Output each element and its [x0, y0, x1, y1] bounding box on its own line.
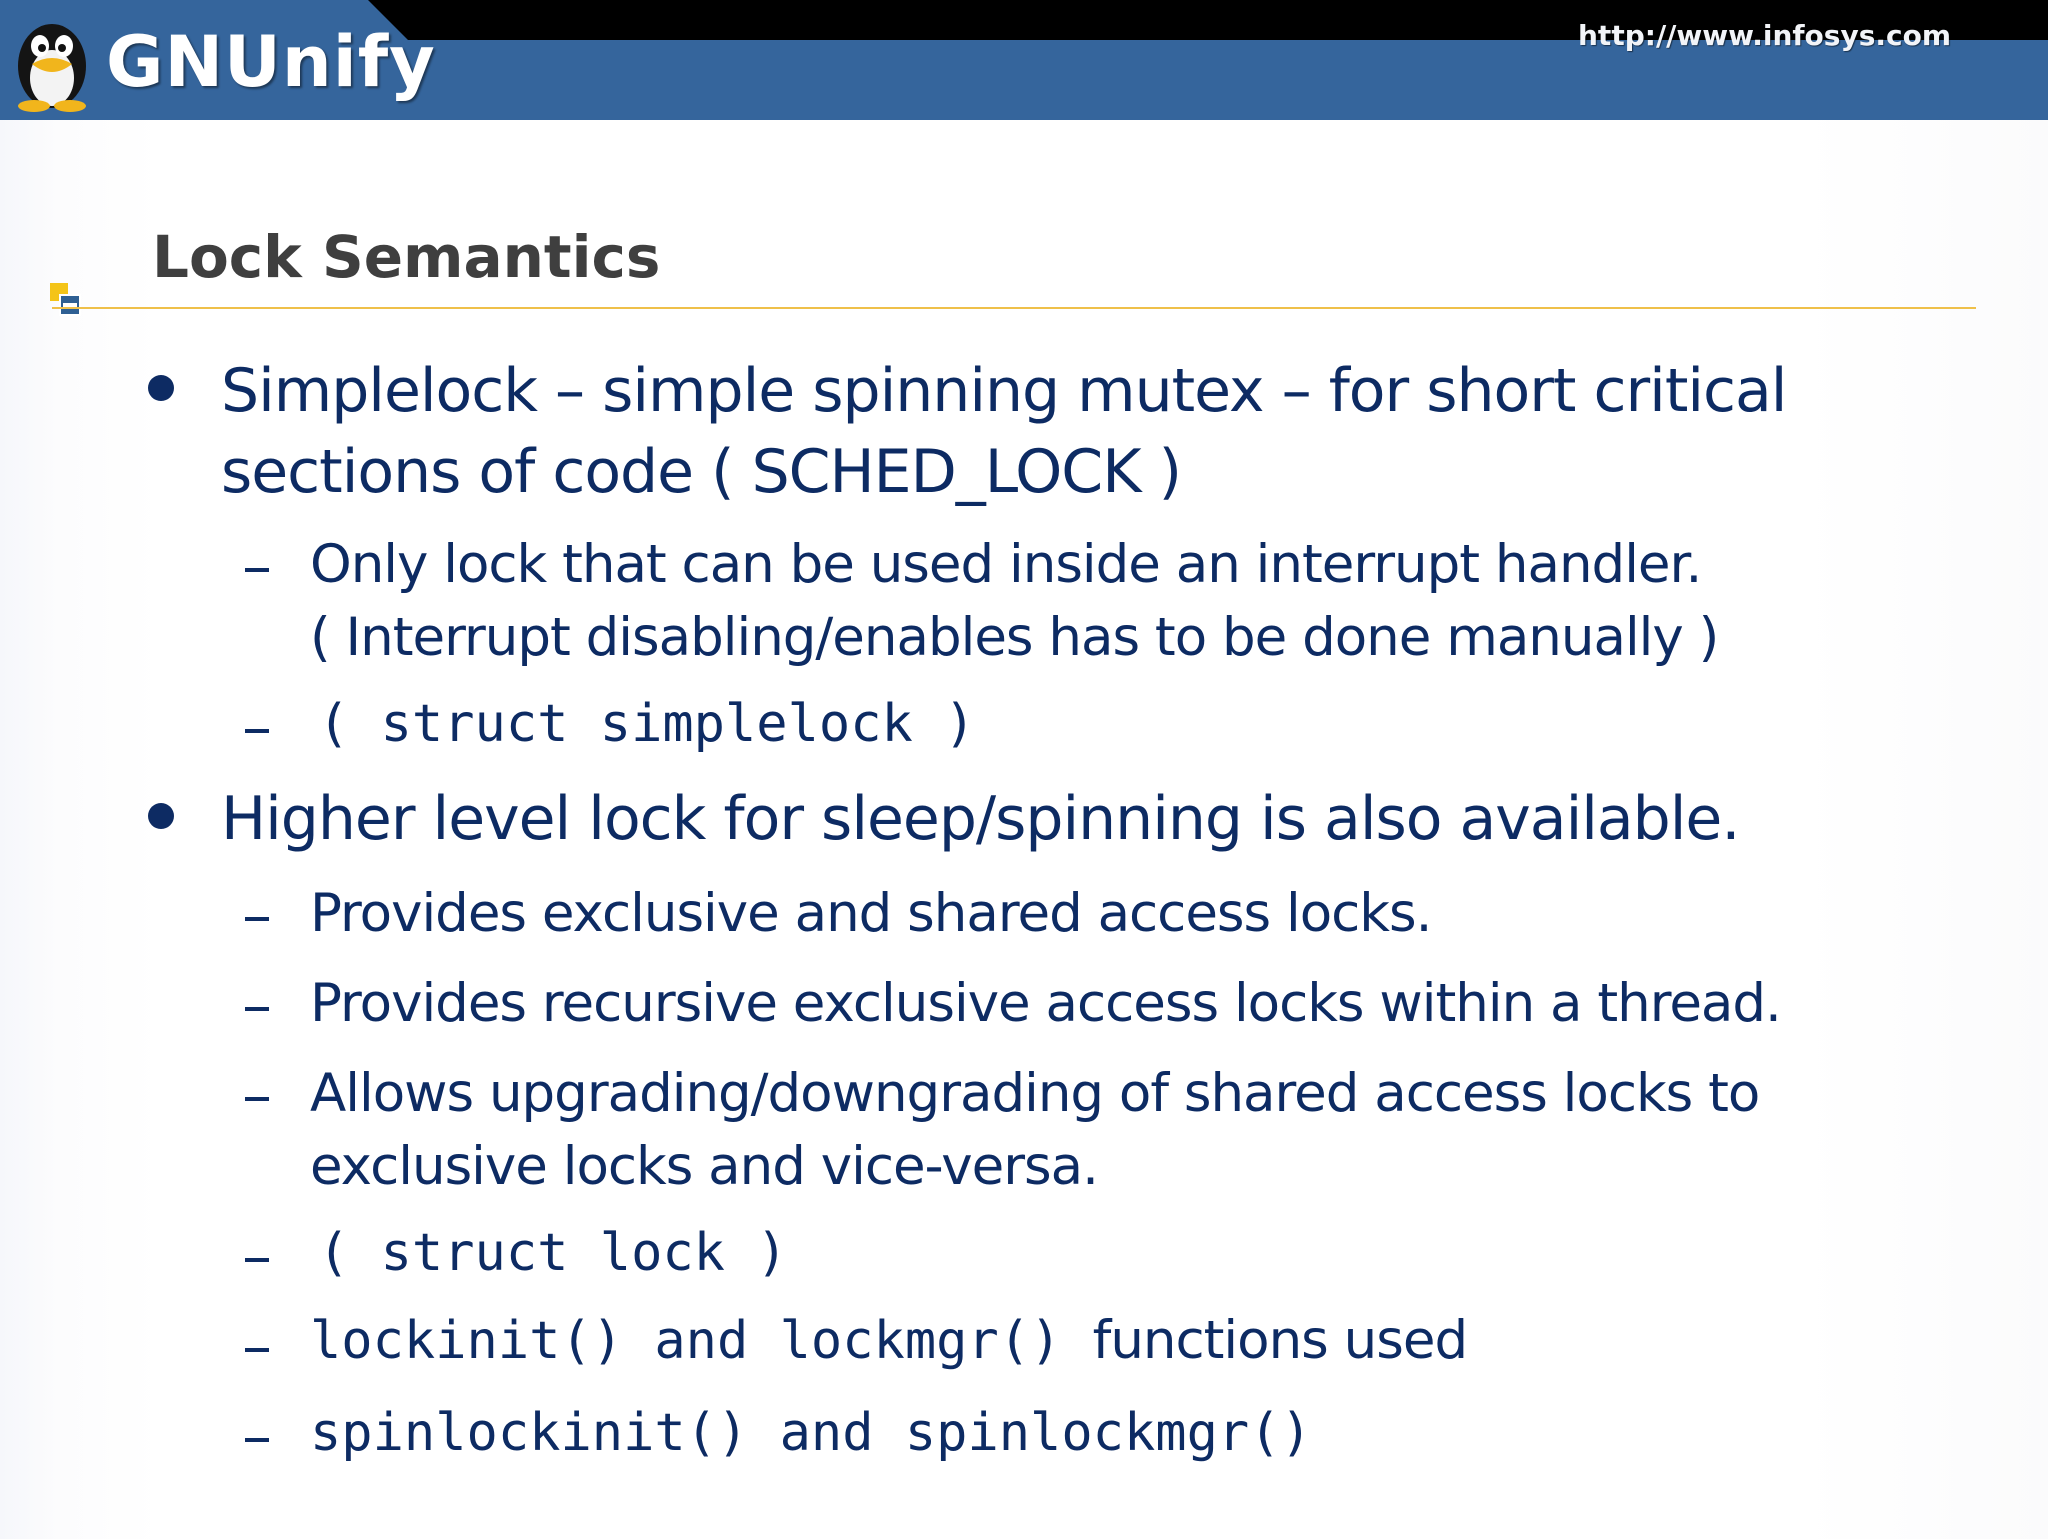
- title-marker-square-blue: [59, 294, 81, 316]
- title-underline-rule: [52, 307, 1976, 309]
- sub-bullet-line: Allows upgrading/downgrading of shared access locks to: [310, 1063, 1760, 1124]
- code-line: spinlockinit() and spinlockmgr(): [310, 1403, 1312, 1463]
- header-url: http://www.infosys.com: [1578, 19, 1952, 52]
- text-span: functions used: [1092, 1310, 1468, 1371]
- sub-bullet-mixed-line: [310, 1307, 1467, 1375]
- bullet-dot: [148, 375, 174, 401]
- sub-bullet-dash: [245, 917, 269, 921]
- sub-bullet-dash: [245, 1258, 269, 1262]
- bullet-line: sections of code ( SCHED_LOCK ): [221, 437, 1182, 507]
- bullet-line: Higher level lock for sleep/spinning is also available.: [221, 784, 1740, 854]
- sub-bullet-dash: [245, 1348, 269, 1352]
- sub-bullet-line: Provides exclusive and shared access locks.: [310, 883, 1432, 944]
- sub-bullet-dash: [245, 568, 269, 572]
- sub-bullet-line: Provides recursive exclusive access locks within a thread.: [310, 973, 1781, 1034]
- gnunify-brand: GNUnify: [106, 21, 436, 103]
- tux-penguin-logo: [10, 8, 94, 112]
- sub-bullet-dash: [245, 729, 269, 733]
- code-line: ( struct lock ): [318, 1223, 788, 1283]
- bullet-dot: [148, 803, 174, 829]
- sub-bullet-line: ( Interrupt disabling/enables has to be done manually ): [310, 607, 1719, 668]
- sub-bullet-line: exclusive locks and vice-versa.: [310, 1136, 1098, 1197]
- code-span: lockinit() and lockmgr(): [310, 1311, 1062, 1371]
- bullet-line: Simplelock – simple spinning mutex – for short critical: [221, 356, 1787, 426]
- slide-title: Lock Semantics: [152, 223, 661, 291]
- sub-bullet-dash: [245, 1438, 269, 1442]
- sub-bullet-dash: [245, 1097, 269, 1101]
- sub-bullet-line: Only lock that can be used inside an interrupt handler.: [310, 534, 1702, 595]
- sub-bullet-dash: [245, 1007, 269, 1011]
- code-line: ( struct simplelock ): [318, 694, 976, 754]
